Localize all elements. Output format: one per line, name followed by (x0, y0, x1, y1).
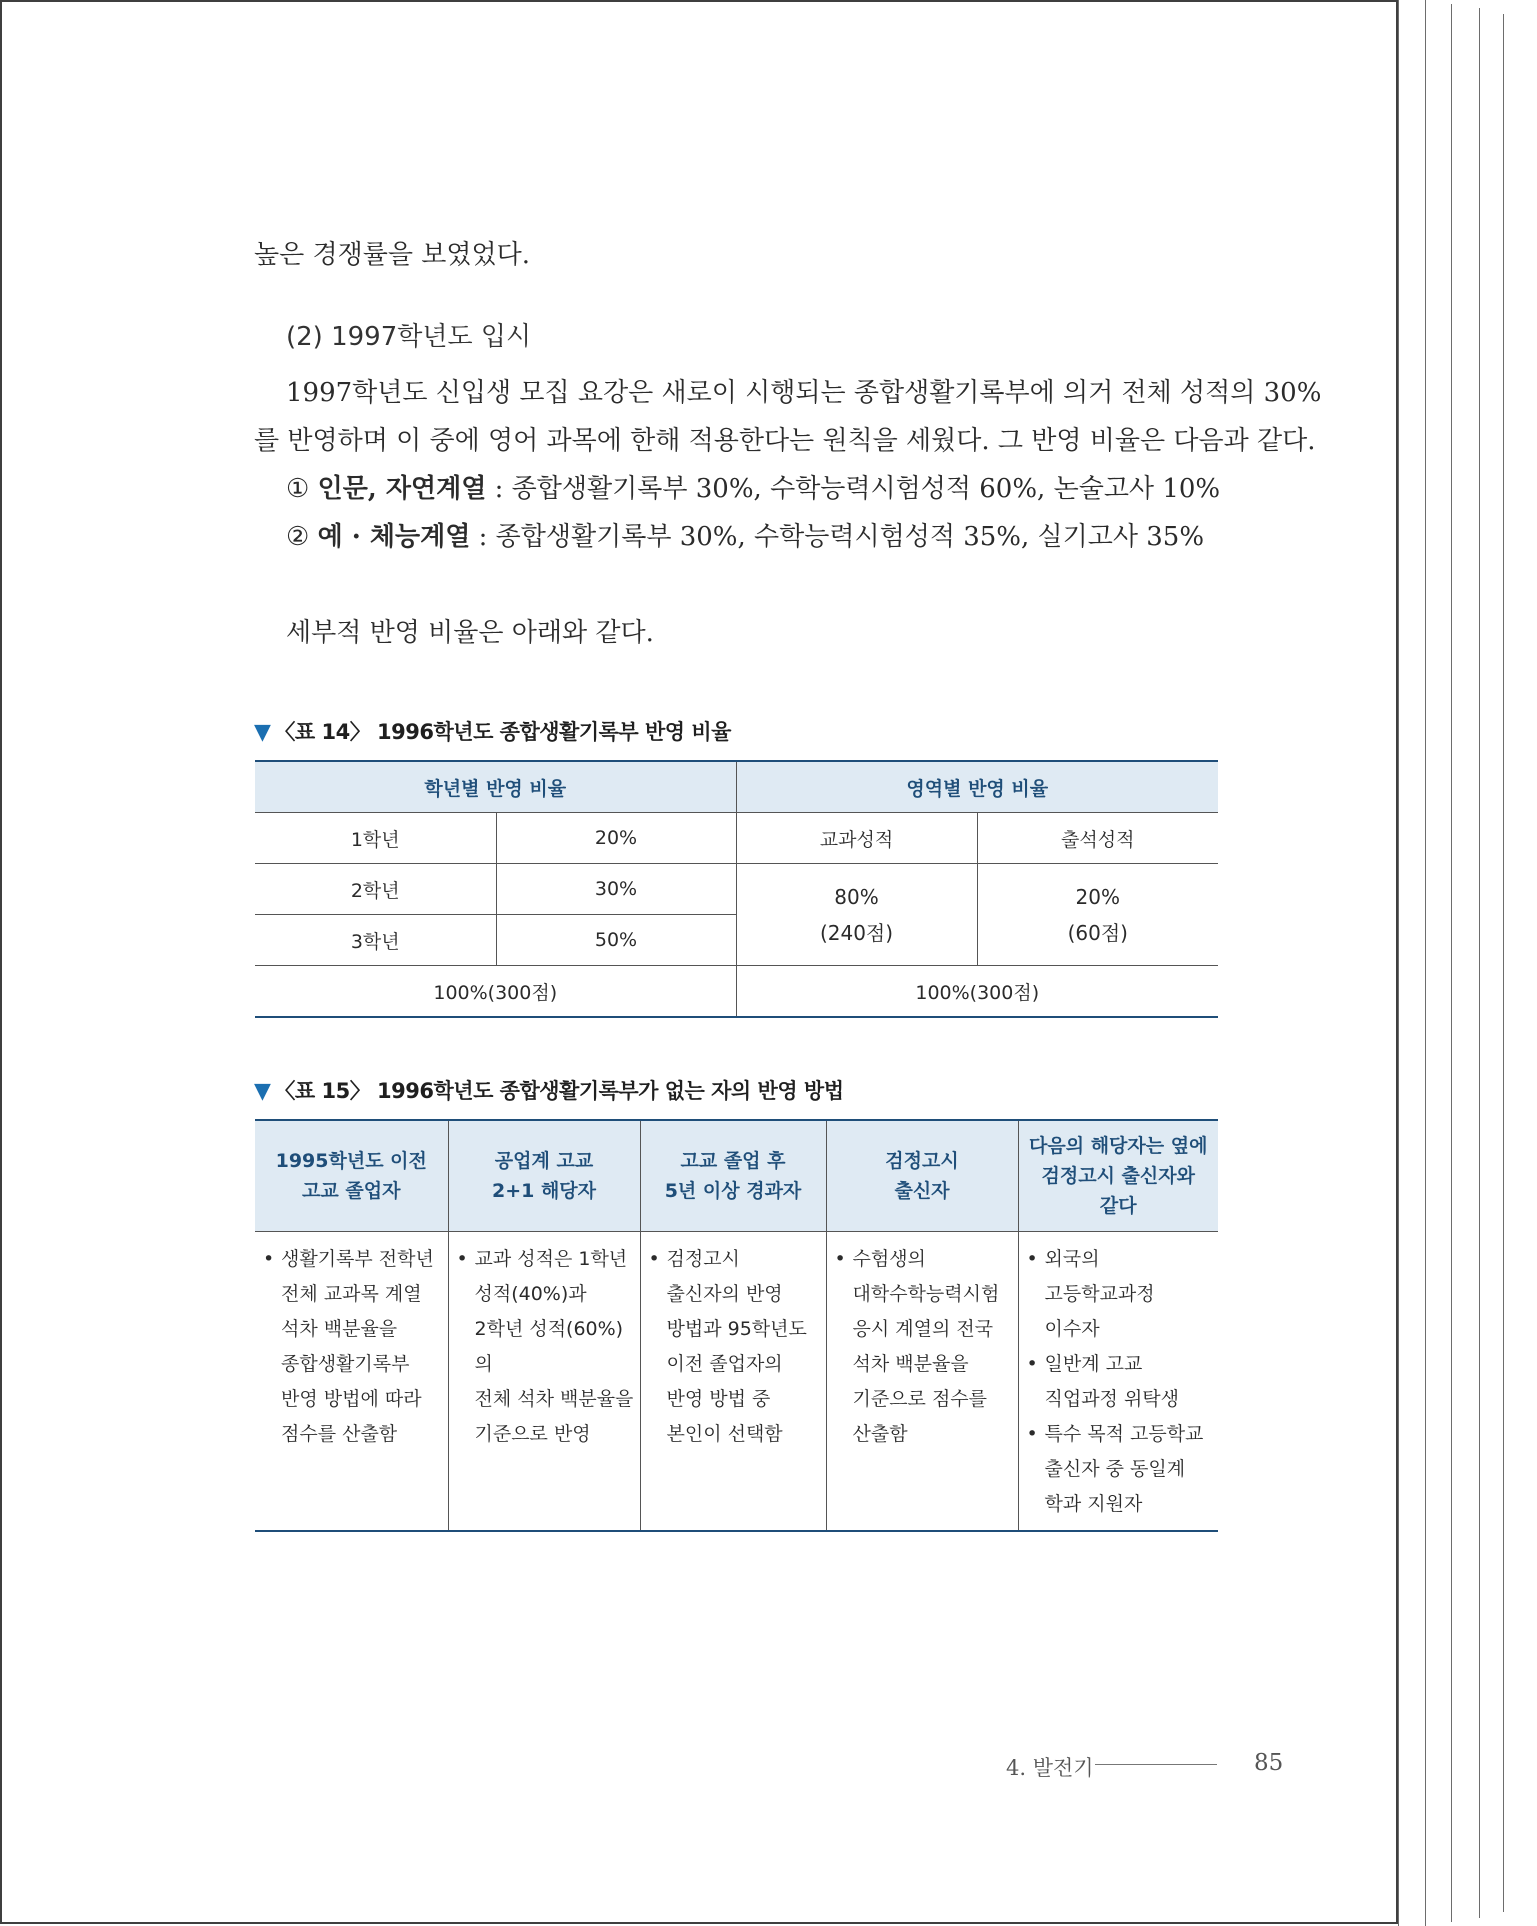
method-cell (1018, 1232, 1218, 1532)
header-cell: 공업계 고교 2+1 해당자 (448, 1120, 640, 1232)
method-cell (255, 1232, 448, 1532)
area-pct: 80% (834, 884, 879, 909)
header-cell: 학년별 반영 비율 (255, 761, 736, 813)
list-item: • 일반계 고교 직업과정 위탁생 (1027, 1347, 1215, 1417)
table-row (255, 966, 1218, 1018)
list-item: • 검정고시 출신자의 반영 방법과 95학년도 이전 졸업자의 반영 방법 중 본인이 선택함 (649, 1242, 822, 1452)
header-cell: 1995학년도 이전 고교 졸업자 (255, 1120, 448, 1232)
grade-cell: 3학년 (255, 915, 496, 966)
table-row (255, 1232, 1218, 1532)
triangle-bullet-icon: ▼ (254, 1079, 271, 1104)
grade-cell: 1학년 (255, 813, 496, 864)
table14-title (254, 716, 731, 746)
area-pct: 20% (1075, 884, 1120, 909)
paragraph-line-2: 를 반영하며 이 중에 영어 과목에 한해 적용한다는 원칙을 세웠다. 그 반영 비율은 다음과 같다. (254, 426, 1316, 456)
area-pts: (240점) (819, 920, 894, 945)
item-number: ① (286, 474, 310, 504)
table-row (255, 813, 1218, 864)
table15-title-text: 〈표 15〉 1996학년도 종합생활기록부가 없는 자의 반영 방법 (274, 1079, 844, 1103)
ratio-cell: 20% (496, 813, 736, 864)
header-cell: 다음의 해당자는 옆에 검정고시 출신자와 같다 (1018, 1120, 1218, 1232)
area-header-cell: 교과성적 (736, 813, 977, 864)
list-item: • 교과 성적은 1학년 성적(40%)과 2학년 성적(60%)의 전체 석차 백분율을 기준으로 반영 (457, 1242, 636, 1452)
total-cell: 100%(300점) (255, 966, 736, 1018)
header-cell: 고교 졸업 후 5년 이상 경과자 (640, 1120, 826, 1232)
item-number: ② (286, 522, 310, 552)
footer-rule (1095, 1764, 1217, 1765)
item-text: : 종합생활기록부 30%, 수학능력시험성적 60%, 논술고사 10% (486, 474, 1221, 504)
table14-title-text: 〈표 14〉 1996학년도 종합생활기록부 반영 비율 (274, 720, 731, 744)
list-item: • 수험생의 대학수학능력시험 응시 계열의 전국 석차 백분율을 기준으로 점수를 산출함 (835, 1242, 1014, 1452)
table-15 (255, 1119, 1218, 1532)
list-item: • 생활기록부 전학년 전체 교과목 계열 석차 백분율을 종합생활기록부 반영 방법에 따라 점수를 산출함 (263, 1242, 444, 1452)
grade-cell: 2학년 (255, 864, 496, 915)
area-pts: (60점) (1067, 920, 1128, 945)
list-item: • 외국의 고등학교과정 이수자 (1027, 1242, 1215, 1347)
method-cell (640, 1232, 826, 1532)
triangle-bullet-icon: ▼ (254, 720, 271, 745)
total-cell: 100%(300점) (736, 966, 1218, 1018)
table-14 (255, 760, 1218, 1018)
method-cell (826, 1232, 1018, 1532)
list-item (286, 476, 1220, 502)
footer-chapter: 4. 발전기 (1006, 1756, 1094, 1780)
ratio-cell: 50% (496, 915, 736, 966)
area-value-cell (736, 864, 977, 966)
area-header-cell: 출석성적 (977, 813, 1218, 864)
intro-line: 높은 경쟁률을 보였었다. (254, 240, 530, 270)
table-row (255, 864, 1218, 915)
header-cell: 검정고시 출신자 (826, 1120, 1018, 1232)
item-label: 인문, 자연계열 (317, 474, 487, 504)
ratio-cell: 30% (496, 864, 736, 915)
table15-title (254, 1075, 844, 1105)
header-cell: 영역별 반영 비율 (736, 761, 1218, 813)
detail-line: 세부적 반영 비율은 아래와 같다. (286, 618, 654, 648)
table-row (255, 761, 1218, 813)
list-item (286, 524, 1204, 550)
method-cell (448, 1232, 640, 1532)
item-text: : 종합생활기록부 30%, 수학능력시험성적 35%, 실기고사 35% (470, 522, 1205, 552)
paragraph-line-1: 1997학년도 신입생 모집 요강은 새로이 시행되는 종합생활기록부에 의거 전체 성적의 30% (286, 378, 1322, 408)
list-item: • 특수 목적 고등학교 출신자 중 동일계 학과 지원자 (1027, 1417, 1215, 1522)
section-title: (2) 1997학년도 입시 (286, 322, 532, 352)
item-label: 예 · 체능계열 (317, 522, 471, 552)
table-row (255, 1120, 1218, 1232)
area-value-cell (977, 864, 1218, 966)
page-number: 85 (1254, 1750, 1284, 1776)
page-edge (1398, 0, 1426, 1926)
